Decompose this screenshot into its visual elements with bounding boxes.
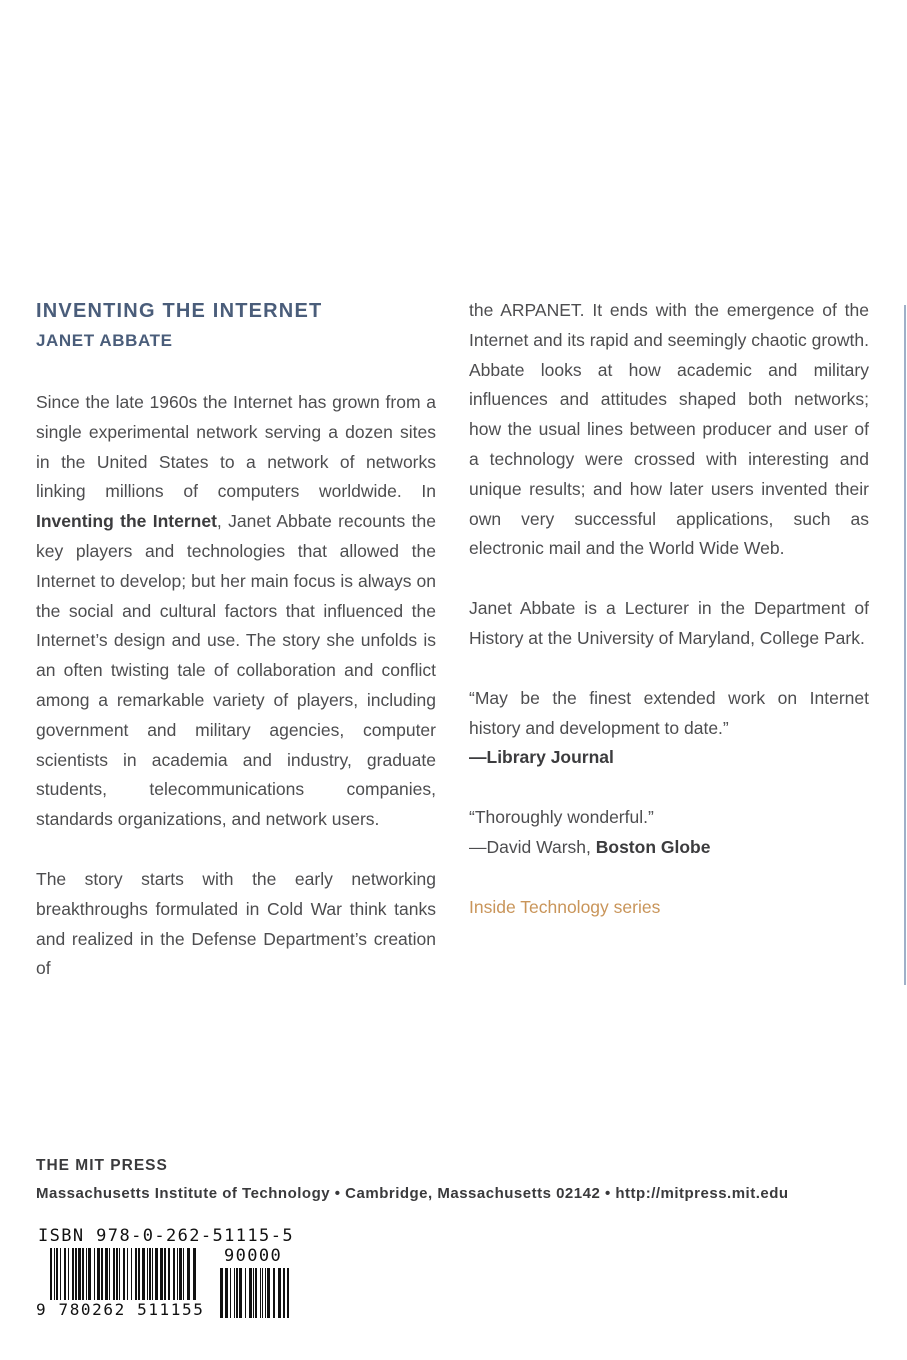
barcode-bar: [113, 1248, 115, 1300]
price-code: 90000: [224, 1246, 283, 1266]
barcode-bar: [265, 1268, 266, 1318]
barcode-bar: [131, 1248, 132, 1300]
review-source-1: —Library Journal: [469, 747, 614, 768]
barcode-bar: [155, 1248, 158, 1300]
barcode-bar: [75, 1248, 77, 1300]
barcode-bar: [82, 1248, 84, 1300]
barcode-bar: [267, 1268, 270, 1318]
reviewer-name: —David Warsh,: [469, 836, 596, 857]
barcode-bar: [273, 1268, 275, 1318]
spine-edge-line: [904, 305, 906, 985]
barcode-bar: [68, 1248, 69, 1300]
barcode-bar: [168, 1248, 170, 1300]
barcode-bar: [230, 1268, 231, 1318]
barcode-bar: [116, 1248, 118, 1300]
barcode-bar: [123, 1248, 125, 1300]
barcode-bar: [109, 1248, 110, 1300]
barcode-bar: [234, 1268, 235, 1318]
book-author: JANET ABBATE: [36, 331, 173, 350]
barcode-bar: [119, 1248, 120, 1300]
barcode-bar: [260, 1268, 261, 1318]
barcode-addon-bars: [220, 1268, 292, 1318]
barcode-bar: [152, 1248, 153, 1300]
barcode-bar: [94, 1248, 95, 1300]
publisher-address: Massachusetts Institute of Technology • Cambridge, Massachusetts 02142 • http://mitpress.mit.edu: [36, 1185, 789, 1202]
barcode-bar: [255, 1268, 257, 1318]
barcode-bar: [78, 1248, 81, 1300]
barcode-bar: [253, 1268, 254, 1318]
author-bio: Janet Abbate is a Lecturer in the Department of History at the University of Maryland, College Park.: [469, 598, 869, 648]
review-attribution-2: [469, 833, 869, 863]
barcode-bar: [127, 1248, 128, 1300]
barcode-bar: [187, 1248, 190, 1300]
description-rest: , Janet Abbate recounts the key players and technologies that allowed the Internet to develop; but her main focus is always on the social and cultural factors that influenced the Internet’s design and use. The story she unfolds is an often twisting tale of collaboration and conflict among a remarkable variety of players, including government and military agencies, computer scientists in academia and industry, graduate students, telecommunications companies, standards organizations, and network users.: [36, 511, 436, 830]
barcode-bar: [236, 1268, 238, 1318]
isbn-number: ISBN 978-0-262-51115-5: [38, 1226, 294, 1246]
barcode-bar: [105, 1248, 108, 1300]
barcode-bar: [149, 1248, 151, 1300]
barcode-bar: [164, 1248, 166, 1300]
barcode-bar: [147, 1248, 148, 1300]
isbn-barcode: [36, 1226, 306, 1318]
barcode-bar: [60, 1248, 61, 1300]
barcode-digits: 9 780262 511155: [36, 1300, 205, 1319]
description-intro: Since the late 1960s the Internet has grown from a single experimental network serving a dozen sites in the United States to a network of networks linking millions of computers worldwide. In: [36, 392, 436, 502]
inline-book-title: Inventing the Internet: [36, 511, 217, 532]
barcode-bar: [56, 1248, 58, 1300]
barcode-bar: [54, 1248, 55, 1300]
barcode-bar: [249, 1268, 252, 1318]
description-paragraph-2: The story starts with the early networking breakthroughs formulated in Cold War think tanks and realized in the Defense Department’s creation of: [36, 868, 436, 979]
barcode-bar: [138, 1248, 140, 1300]
publisher-footer: [36, 1153, 789, 1209]
barcode-bar: [239, 1268, 242, 1318]
barcode-main-bars: [50, 1248, 200, 1300]
barcode-bar: [179, 1248, 182, 1300]
review-quote-2: “Thoroughly wonderful.”: [469, 807, 654, 828]
barcode-bar: [183, 1248, 184, 1300]
barcode-bar: [72, 1248, 74, 1300]
barcode-bar: [97, 1248, 100, 1300]
barcode-bar: [135, 1248, 137, 1300]
publisher-name: THE MIT PRESS: [36, 1157, 168, 1174]
series-name: Inside Technology series: [469, 896, 661, 917]
barcode-bar: [245, 1268, 246, 1318]
barcode-bar: [283, 1268, 285, 1318]
barcode-bar: [160, 1248, 163, 1300]
barcode-bar: [88, 1248, 91, 1300]
book-title: INVENTING THE INTERNET: [36, 300, 323, 322]
right-column: [469, 296, 869, 923]
review-quote-1: “May be the finest extended work on Internet history and development to date.”: [469, 687, 869, 738]
barcode-bar: [177, 1248, 178, 1300]
review-source-2: Boston Globe: [595, 836, 711, 857]
barcode-bar: [142, 1248, 145, 1300]
left-column: [36, 296, 436, 984]
description-paragraph-1: [36, 388, 436, 835]
barcode-bar: [278, 1268, 281, 1318]
barcode-bar: [50, 1248, 52, 1300]
barcode-bar: [64, 1248, 66, 1300]
barcode-bar: [86, 1248, 87, 1300]
barcode-bar: [173, 1248, 175, 1300]
barcode-bar: [225, 1268, 228, 1318]
barcode-bar: [287, 1268, 289, 1318]
description-paragraph-3: the ARPANET. It ends with the emergence of the Internet and its rapid and seemingly chaotic growth. Abbate looks at how academic and military influences and attitudes shaped both networks; how the usual lines between producer and user of a technology were crossed with interesting and unique results; and how later users invented their own very successful applications, such as electronic mail and the World Wide Web.: [469, 300, 869, 559]
barcode-bar: [220, 1268, 223, 1318]
barcode-bar: [193, 1248, 196, 1300]
barcode-bar: [101, 1248, 103, 1300]
barcode-bar: [262, 1268, 263, 1318]
